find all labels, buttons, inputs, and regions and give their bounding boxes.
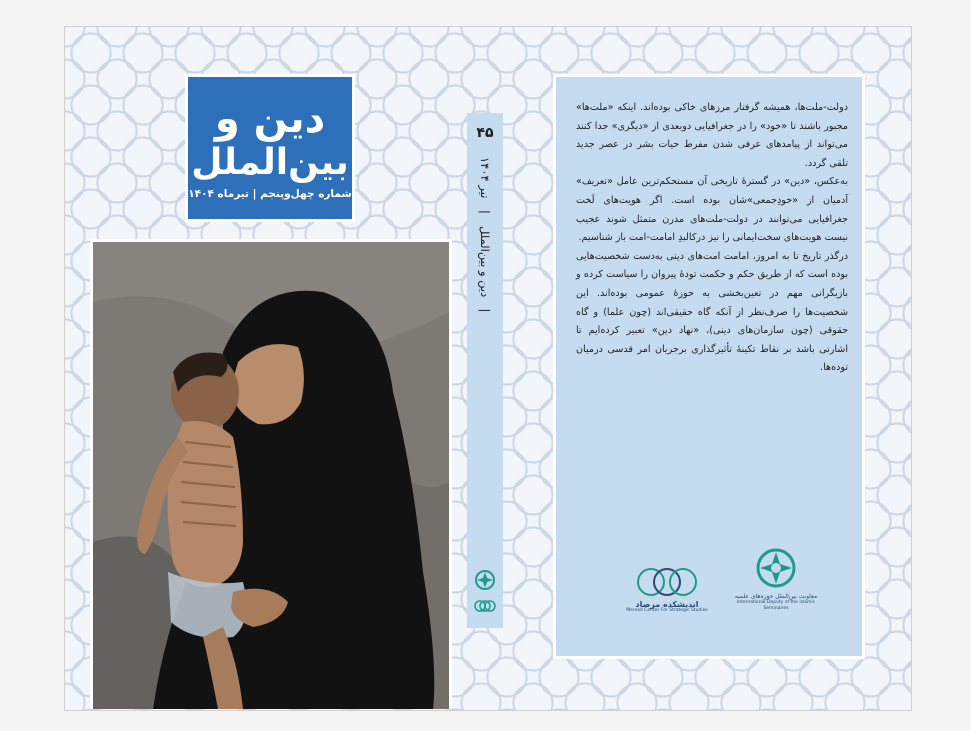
- paragraph-2: به‌عکس، «دین» در گسترۀ تاریخی آن مستحکم‌ترین عامل «تعریف» آدمیان از «خودِجمعی»شان بوده است. اگر هویت‌های لَخت جغرافیایی می‌توانند در دولت-ملت‌های مدرن متمثل شوند عجیب نیست هویت‌های سخت‌ایمانی را نیز درکالبدِ امامت-امت باز شناسیم.: [576, 176, 848, 244]
- mother-and-child-photo: [93, 242, 449, 709]
- mersad-logo-name-fa: اندیشکده مرصاد: [635, 600, 699, 609]
- spine-text: [478, 149, 492, 312]
- cover-photo: [90, 239, 452, 709]
- mersad-logo-name-en: Mersad Center For Strategic Studies: [626, 608, 708, 613]
- issue-subtitle: شماره چهل‌وپنجم | تیرماه ۱۴۰۴: [188, 188, 352, 200]
- title-line-2: بین‌الملل: [191, 142, 349, 183]
- back-cover-text: [576, 99, 848, 378]
- spine-separator: |: [478, 308, 492, 313]
- magazine-title-block: [185, 74, 355, 222]
- ornament-logo-icon: [474, 569, 496, 591]
- back-cover-panel: [553, 74, 865, 659]
- paragraph-1: دولت-ملت‌ها، همیشه گرفتار مرزهای خاکی بوده‌اند. اینکه «ملت‌ها» مجبور باشند تا «خود» را در جغرافیایی دوبعدی از «دیگری» جدا کنند می‌تواند از پیامدهای عرفی شدن مفرط حیات بشر در عصر جدید تلقی گردد.: [576, 102, 848, 169]
- circles-logo-icon: [629, 567, 705, 597]
- spine-separator-2: |: [478, 210, 492, 214]
- seminaries-logo-name-en: International Deputy of the Islamic Seminaries: [736, 600, 816, 611]
- mersad-logo: [624, 567, 710, 614]
- circles-logo-icon: [474, 599, 496, 613]
- title-line-1: دین و: [214, 96, 326, 142]
- ornament-logo-icon: [755, 547, 797, 589]
- seminaries-logo-name-fa: معاونت بین‌الملل حوزه‌های علمیه: [734, 593, 818, 600]
- seminaries-logo: [728, 547, 824, 612]
- spine-issue-number: ۴۵: [476, 125, 494, 141]
- spine-title: دین و بین‌الملل: [478, 225, 492, 297]
- spine-date: تیر ۱۴۰۴: [478, 157, 492, 199]
- paragraph-3: درگذر تاریخ تا به امروز، امامت امت‌های دینی به‌دست شخصیت‌هایی بوده است که از طریق حکم و حکمت تودۀ پیروان را سیاست کرده و بازیگرانی مهم در تعین‌بخشی به حوزۀ عمومی بوده‌اند. این شخصیت‌ها را صرف‌نظر از آنکه گاه حقیقی‌اند (چون علما) و گاه حقوقی (چون سازمان‌های دینی)، «نهاد دین» تعبیر کرده‌ایم تا اشارتی باشد بر نقاط تکینۀ تأثیرگذاری برجریان امر قدسی درمیان توده‌ها.: [576, 250, 848, 374]
- book-spine: [467, 113, 503, 628]
